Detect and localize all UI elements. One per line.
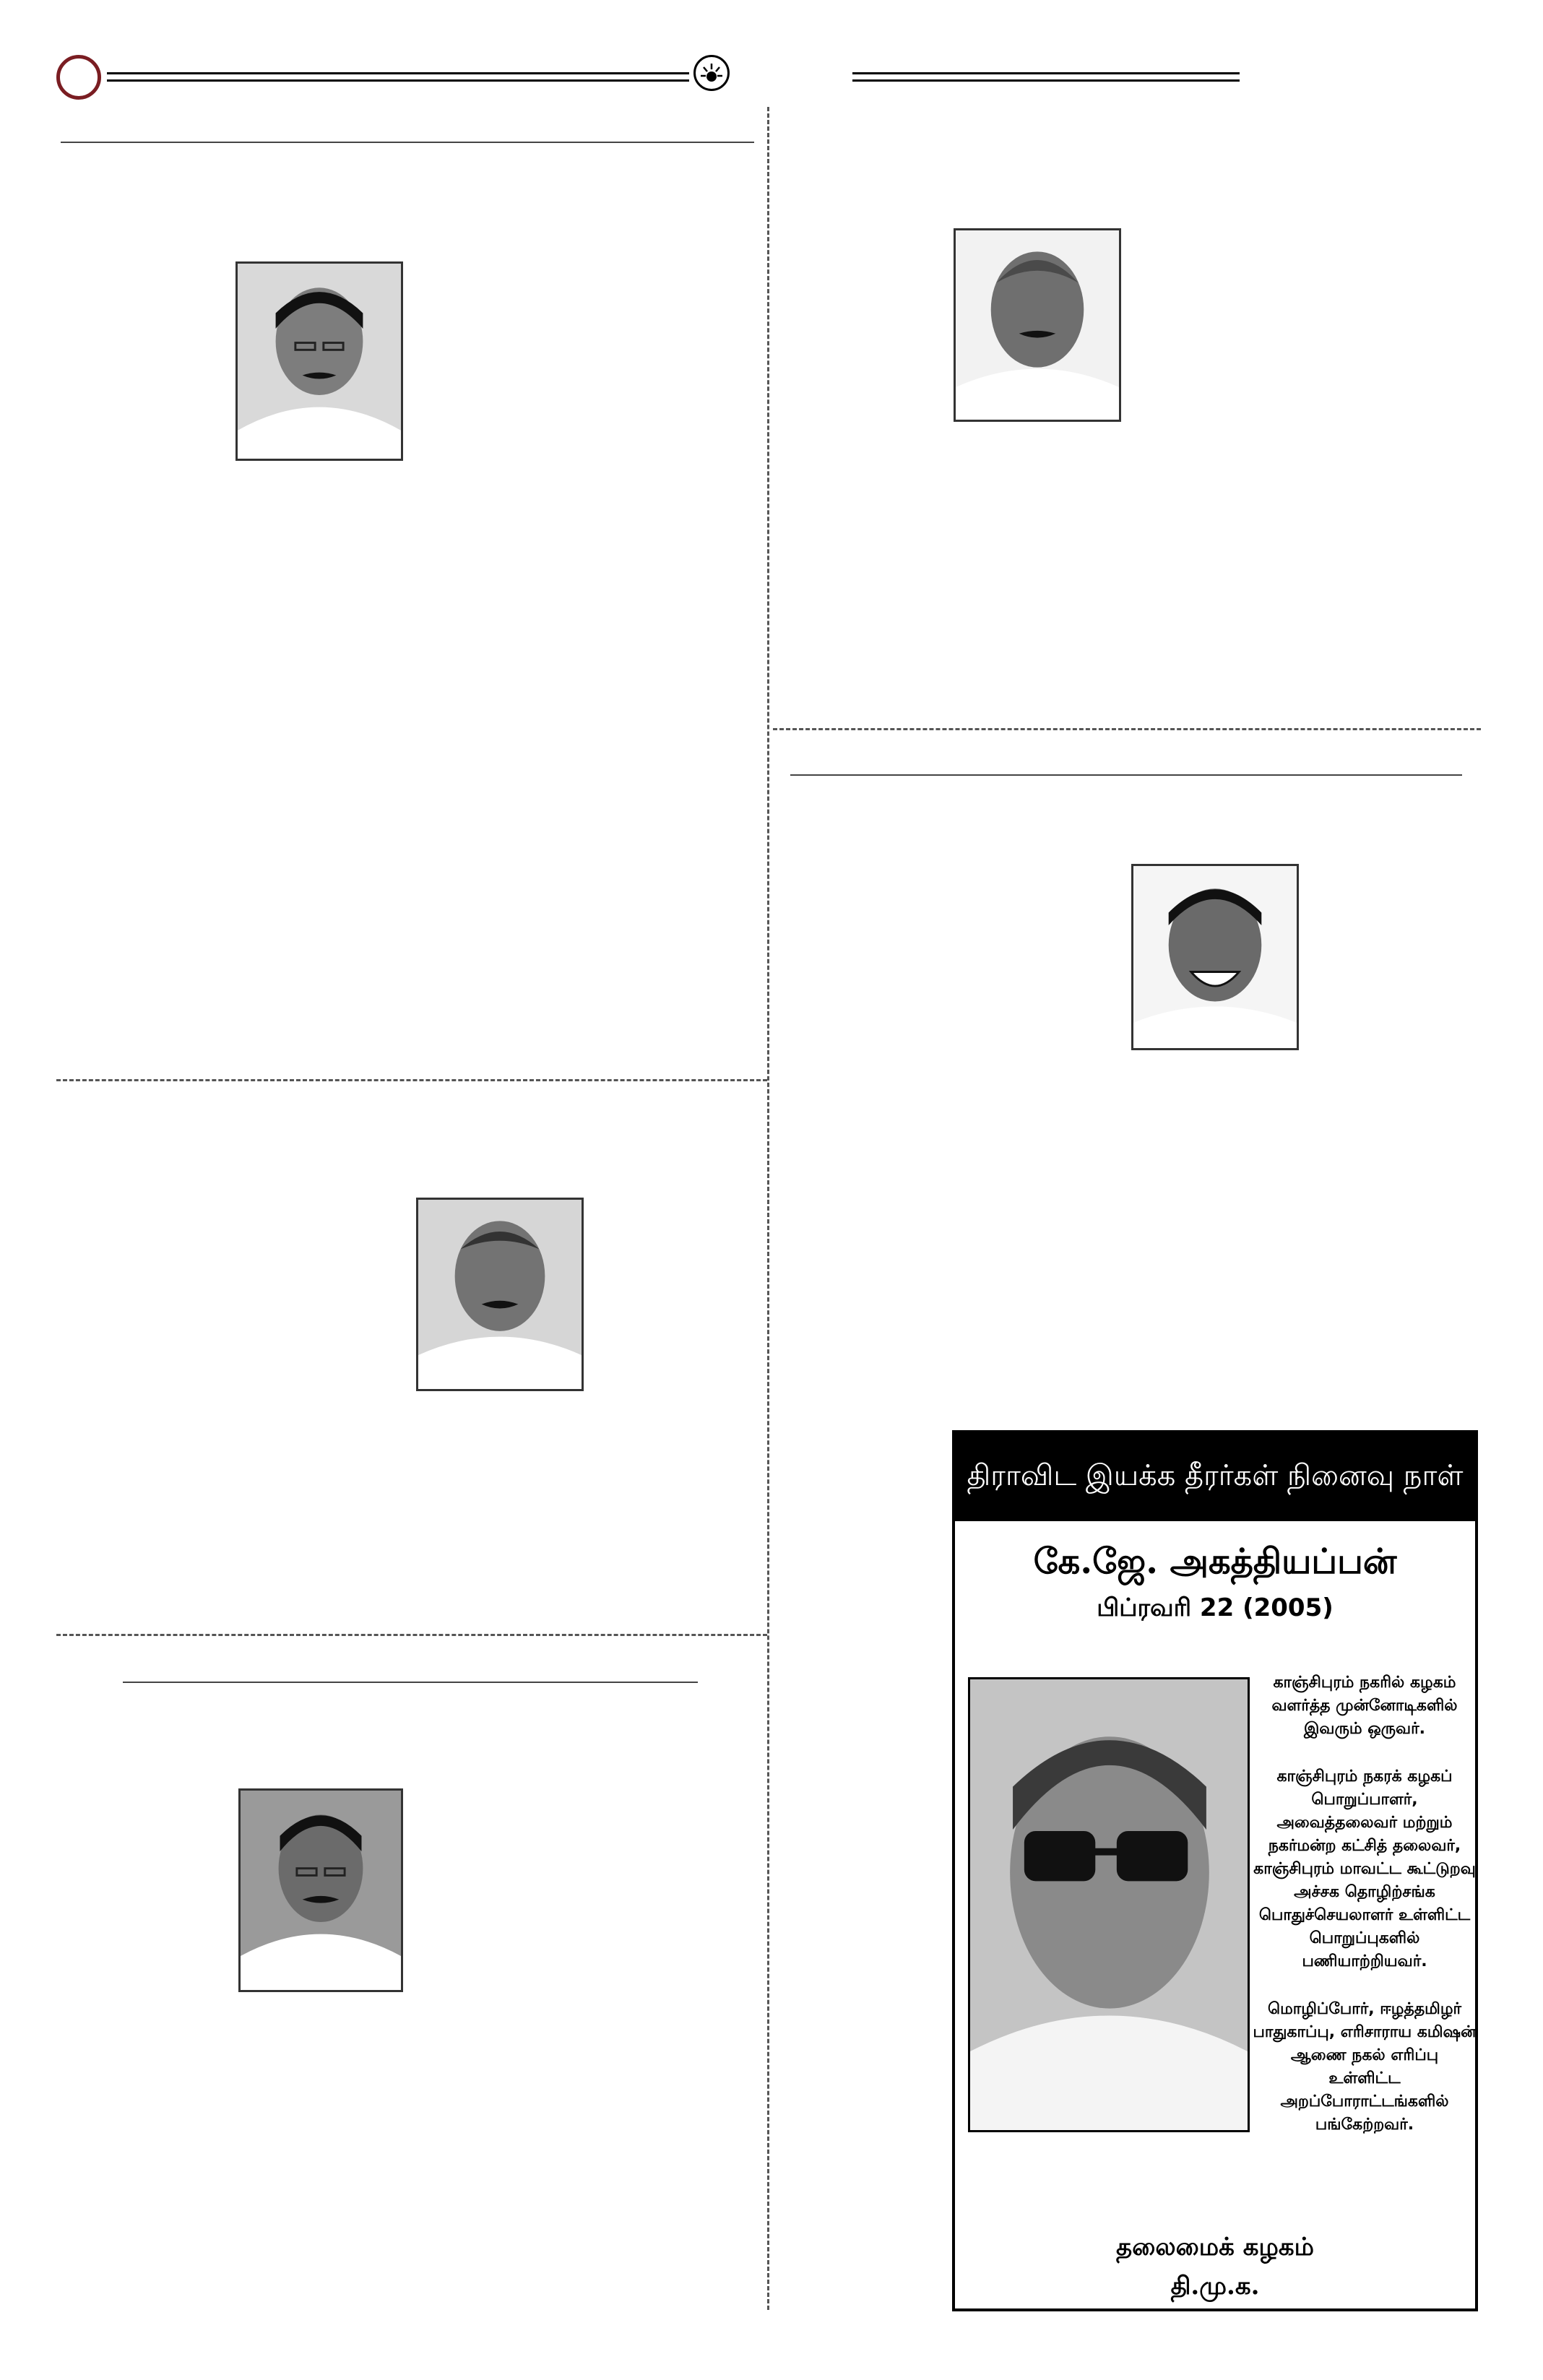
memorial-footer-line2: தி.மு.க. [1170, 2272, 1260, 2301]
column-divider [767, 107, 769, 2310]
portrait-3 [1131, 864, 1299, 1050]
memorial-name: கே.ஜே. அகத்தியப்பன் [1033, 1541, 1397, 1582]
memorial-notice [952, 1430, 1478, 2311]
person-portrait-icon [418, 1200, 582, 1389]
section-divider-right-1 [773, 728, 1481, 730]
portrait-2 [954, 228, 1121, 422]
portrait-5 [238, 1788, 403, 1992]
header-double-rule-left-top [107, 72, 689, 74]
rising-sun-emblem-icon [693, 55, 730, 91]
person-portrait-icon [970, 1679, 1248, 2130]
memorial-paragraph: மொழிப்போர், ஈழத்தமிழர் பாதுகாப்பு, எரிசாராய கமிஷன் ஆணை நகல் எரிப்பு உள்ளிட்ட அறப்போராட்டங்களில் பங்கேற்றவர். [1253, 2000, 1477, 2134]
header-double-rule-right-bottom [852, 79, 1240, 82]
section-divider-left-2 [56, 1634, 767, 1636]
header-double-rule-right-top [852, 72, 1240, 74]
section-divider-left-1 [56, 1079, 767, 1081]
page-number-circle [56, 55, 101, 100]
section-rule-left-top [61, 142, 754, 143]
memorial-paragraph: காஞ்சிபுரம் நகரக் கழகப் பொறுப்பாளர், அவைத்தலைவர் மற்றும் நகர்மன்ற கட்சித் தலைவர், காஞ்சிபுரம் மாவட்ட கூட்டுறவு அச்சக தொழிற்சங்க பொதுச்செயலாளர் உள்ளிட்ட பொறுப்புகளில் பணியாற்றியவர். [1253, 1767, 1476, 1970]
memorial-footer [955, 2228, 1475, 2306]
person-portrait-icon [241, 1791, 401, 1990]
person-portrait-icon [956, 230, 1119, 420]
memorial-banner: திராவிட இயக்க தீரர்கள் நினைவு நாள் [955, 1433, 1475, 1521]
header-double-rule-left-bottom [107, 79, 689, 82]
memorial-date: பிப்ரவரி 22 (2005) [1097, 1593, 1334, 1622]
memorial-biography [1253, 1671, 1477, 2161]
portrait-4 [416, 1198, 584, 1391]
section-rule-left-bottom [123, 1682, 698, 1683]
person-portrait-icon [1133, 866, 1297, 1048]
portrait-1 [235, 261, 403, 461]
memorial-footer-line1: தலைமைக் கழகம் [1116, 2233, 1314, 2262]
memorial-paragraph: காஞ்சிபுரம் நகரில் கழகம் வளர்த்த முன்னோடிகளில் இவரும் ஒருவர். [1271, 1674, 1458, 1738]
person-portrait-icon [238, 264, 401, 459]
section-rule-right-mid [790, 774, 1462, 776]
memorial-portrait [968, 1677, 1250, 2132]
